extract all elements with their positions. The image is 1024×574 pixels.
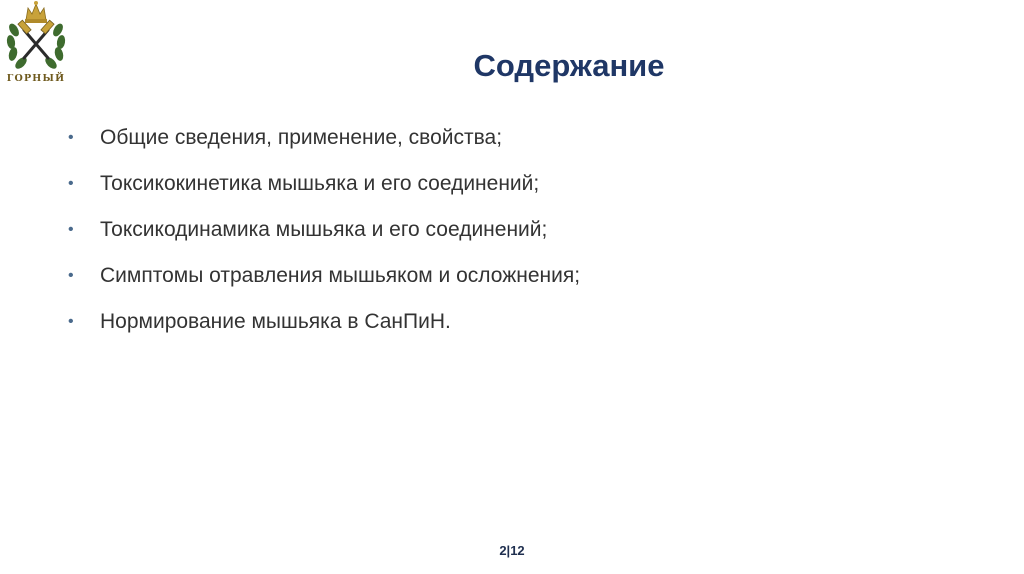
bullet-icon: • [68,221,74,238]
list-item-text: Симптомы отравления мышьяком и осложнения; [100,264,581,287]
list-item [68,258,580,304]
list-item [68,304,580,350]
bullet-icon: • [68,313,74,330]
slide-title: Содержание [473,48,665,83]
list-item [68,120,580,166]
page-number: 2|12 [499,543,525,558]
list-item [68,166,580,212]
list-item-text: Токсикокинетика мышьяка и его соединений; [100,172,540,195]
list-item [68,212,580,258]
bullet-icon: • [68,175,74,192]
logo-text: ГОРНЫЙ [6,73,66,84]
list-item-text: Токсикодинамика мышьяка и его соединений; [100,218,548,241]
bullet-icon: • [68,129,74,146]
list-item-text: Общие сведения, применение, свойства; [100,126,503,149]
contents-list [68,120,580,350]
list-item-text: Нормирование мышьяка в СанПиН. [100,310,451,333]
bullet-icon: • [68,267,74,284]
